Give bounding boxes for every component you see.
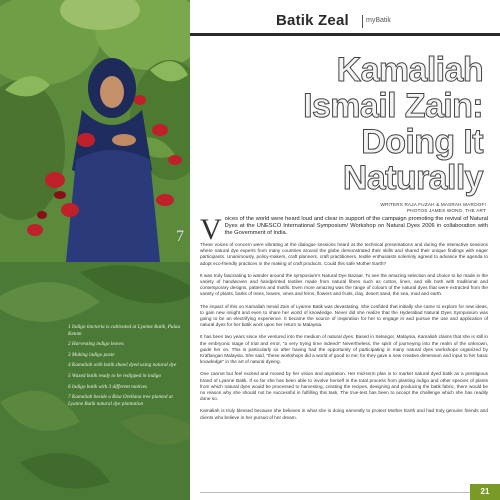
article-headline [205,52,483,196]
body-paragraph: One cannot but feel excited and moved by her vision and aspiration. Her mid-term plan is to market natural dyed batik as a prestigious brand of Lyanne Batik. If so far she has been able to involve herself in the total process from planting indigo and other species of plants from which natural dyes would be processed to harvesting, creating the recipes, designing and producing the batik fabric, there would be no reason why she should not be successful in fulfilling this task. The true-test has been to accept the challenge which she has readily done so. [200,371,488,402]
caption-item: 6 Indigo batik with 3 different motives [68,383,148,390]
section-title: Batik Zeal [276,12,349,29]
caption-list [68,324,186,411]
intro-text: oices of the world were heard loud and clear in support of the campaign promoting the revival of Natural Dyes at the UNESCO International Symposium/ Workshop on Natural Dyes 2006 in collaboration with the Government of India. [224,216,488,236]
section-label: myBatik [366,17,391,24]
byline [230,202,486,214]
drop-cap: V [200,213,222,246]
caption-item: 1 Indigo tinctoria is cultivated at Lyanne Batik, Pulau Ketam [68,324,181,337]
caption-item: 2 Harvesting indigo leaves [68,341,124,348]
header-rule [190,33,500,36]
header-separator [362,15,363,28]
photos-credit: PHOTOS JAMES WONG, THE ART [407,208,486,213]
writers-credit: WRITERS RAJA FUZAH & MASRAH MAROOFI [380,202,486,207]
body-paragraph: Kamaliah is truly blessed because she believes in what she is doing earnestly to protect Mother Earth and had truly genuine friends and clients who believe in her pursuit of her dream. [200,408,488,420]
caption-item: 5 Waxed batik ready to be redipped in indigo [68,372,162,379]
caption-item: 7 Kamaliah beside a Bixa Orellana tree planted at Lyanne Batik natural dye plantation [68,394,173,407]
page-header [190,6,500,36]
intro-paragraph [200,213,488,246]
caption-item: 3 Making indigo paste [68,351,115,358]
caption-item: 4 Kamaliah with batik shawl dyed using natural dye [68,362,177,369]
article-body [200,213,488,421]
headline-line: Kamaliah [336,51,483,89]
page-number: 21 [470,484,500,500]
photo-number-marker: 7 [176,228,184,245]
headline-line: Naturally [342,159,483,197]
body-paragraph: It has been two years since she ventured into the medium of natural dyes. Based in Selangor, Malaysia, Kamaliah claims that she is still in the embryonic stage of trial and error, "a very trying time indeed!" Nevertheless, the spirit of journeying into the realm of the unknown, guide her on. This is particularly so after having had the opportunity of participating in many natural dyes workshops organized by Kraftangan Malaysia. She said, "these workshops did a world of good to me; for they gave a new creative dimension and input to her basic knowledge" in the art of natural dyeing. [200,334,488,365]
woman-with-plants-illustration [0,0,190,262]
caption-panel [0,262,190,500]
body-paragraph: The impact of this on Kamaliah Ismail Zain of Lyanne Batik was devastating. She confided that initially she came to explore for new ideas, to gain new insight and even to share her world of knowledge. Never did she realize that the Hyderabad Natural Dyes Symposium was going to be an electrifying experience. It became the source of inspiration for her to engage in and pursue the use and application of natural dyes for her batik work upon her return to Malaysia. [200,303,488,328]
footer-rule [200,492,470,493]
body-paragraph: It was truly fascinating to wander around the symposium's Natural Dye Bazaar. To see the amazing selection and choice to be made in the variety of handwoven and handprinted textiles made from natural fibres such as cotton, linen, and silk both with traditional and contemporary designs, patterns and motifs. Even more amazing was the range of colours of the natural dyes that were extracted from the variety of plants, barks of trees, leaves, vines and ferns, flowers and fruits, clay, desert sand, the sea, mud and earth. [200,272,488,297]
body-paragraph: These voices of concern were vibrating at the dialogue sessions heard at the technical presentations and during the interactive sessions where natural dye experts from many countries around the globe demonstrated their skills and shared their unique findings with eager participants. Unanimously, policy-makers, craft planners, craft practitioners, textile enthusiasts solemnly agreed to advance the agenda to adopt eco-friendly practices in the making of craft products. Could this safe Mother Earth? [200,242,488,266]
headline-line: Doing It [361,123,483,161]
feature-photo [0,0,190,262]
headline-line: Ismail Zain: [303,87,483,125]
